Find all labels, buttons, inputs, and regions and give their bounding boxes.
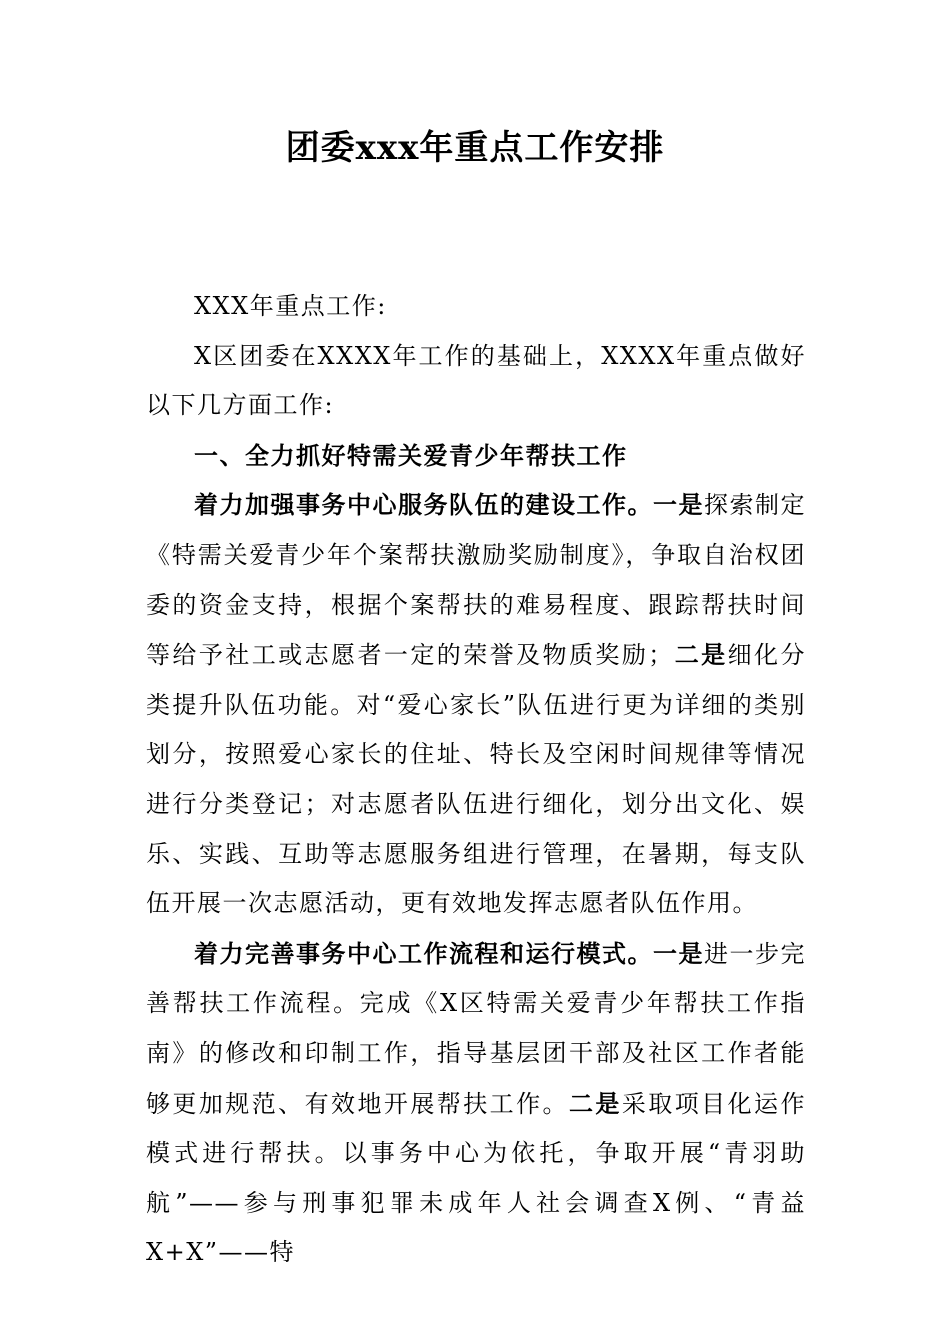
document-body	[146, 282, 806, 1278]
section-heading-1: 一、全力抓好特需关爱青少年帮扶工作	[194, 440, 628, 470]
point-label: 二是	[673, 640, 728, 670]
point-text: 细化分类提升队伍功能。对“爱心家长”队伍进行更为详细的类别划分，按照爱心家长的住址、特长及空闲时间规律等情况进行分类登记；对志愿者队伍进行细化，划分出文化、娱乐、实践、互助等志愿服务组进行管理，在暑期，每支队伍开展一次志愿活动，更有效地发挥志愿者队伍作用。	[146, 641, 806, 918]
point-label: 二是	[569, 1088, 622, 1118]
point-text: 采取项目化运作模式进行帮扶。以事务中心为依托，争取开展“青羽助航”——参与刑事犯罪未成年人社会调查X例、“青益X+X”——特	[146, 1089, 806, 1267]
point-text: 进一步完善帮扶工作流程。完成《X区特需关爱青少年帮扶工作指南》的修改和印制工作，指导基层团干部及社区工作者能够更加规范、有效地开展帮扶工作。	[146, 939, 806, 1118]
paragraph-lead: 着力完善事务中心工作流程和运行模式。	[194, 938, 653, 968]
document-title: 团委xxx年重点工作安排	[285, 128, 665, 168]
paragraph-workflow	[146, 929, 806, 1278]
intro-paragraph: X区团委在XXXX年工作的基础上，XXXX年重点做好以下几方面工作:	[146, 341, 806, 420]
paragraph-team-building	[146, 480, 806, 928]
paragraph-lead: 着力加强事务中心服务队伍的建设工作。	[194, 490, 653, 520]
point-label: 一是	[653, 490, 704, 520]
intro-heading: XXX年重点工作:	[194, 292, 387, 320]
point-text: 探索制定《特需关爱青少年个案帮扶激励奖励制度》，争取自治权团委的资金支持，根据个案帮扶的难易程度、跟踪帮扶时间等给予社工或志愿者一定的荣誉及物质奖励；	[146, 491, 806, 670]
point-label: 一是	[653, 938, 704, 968]
